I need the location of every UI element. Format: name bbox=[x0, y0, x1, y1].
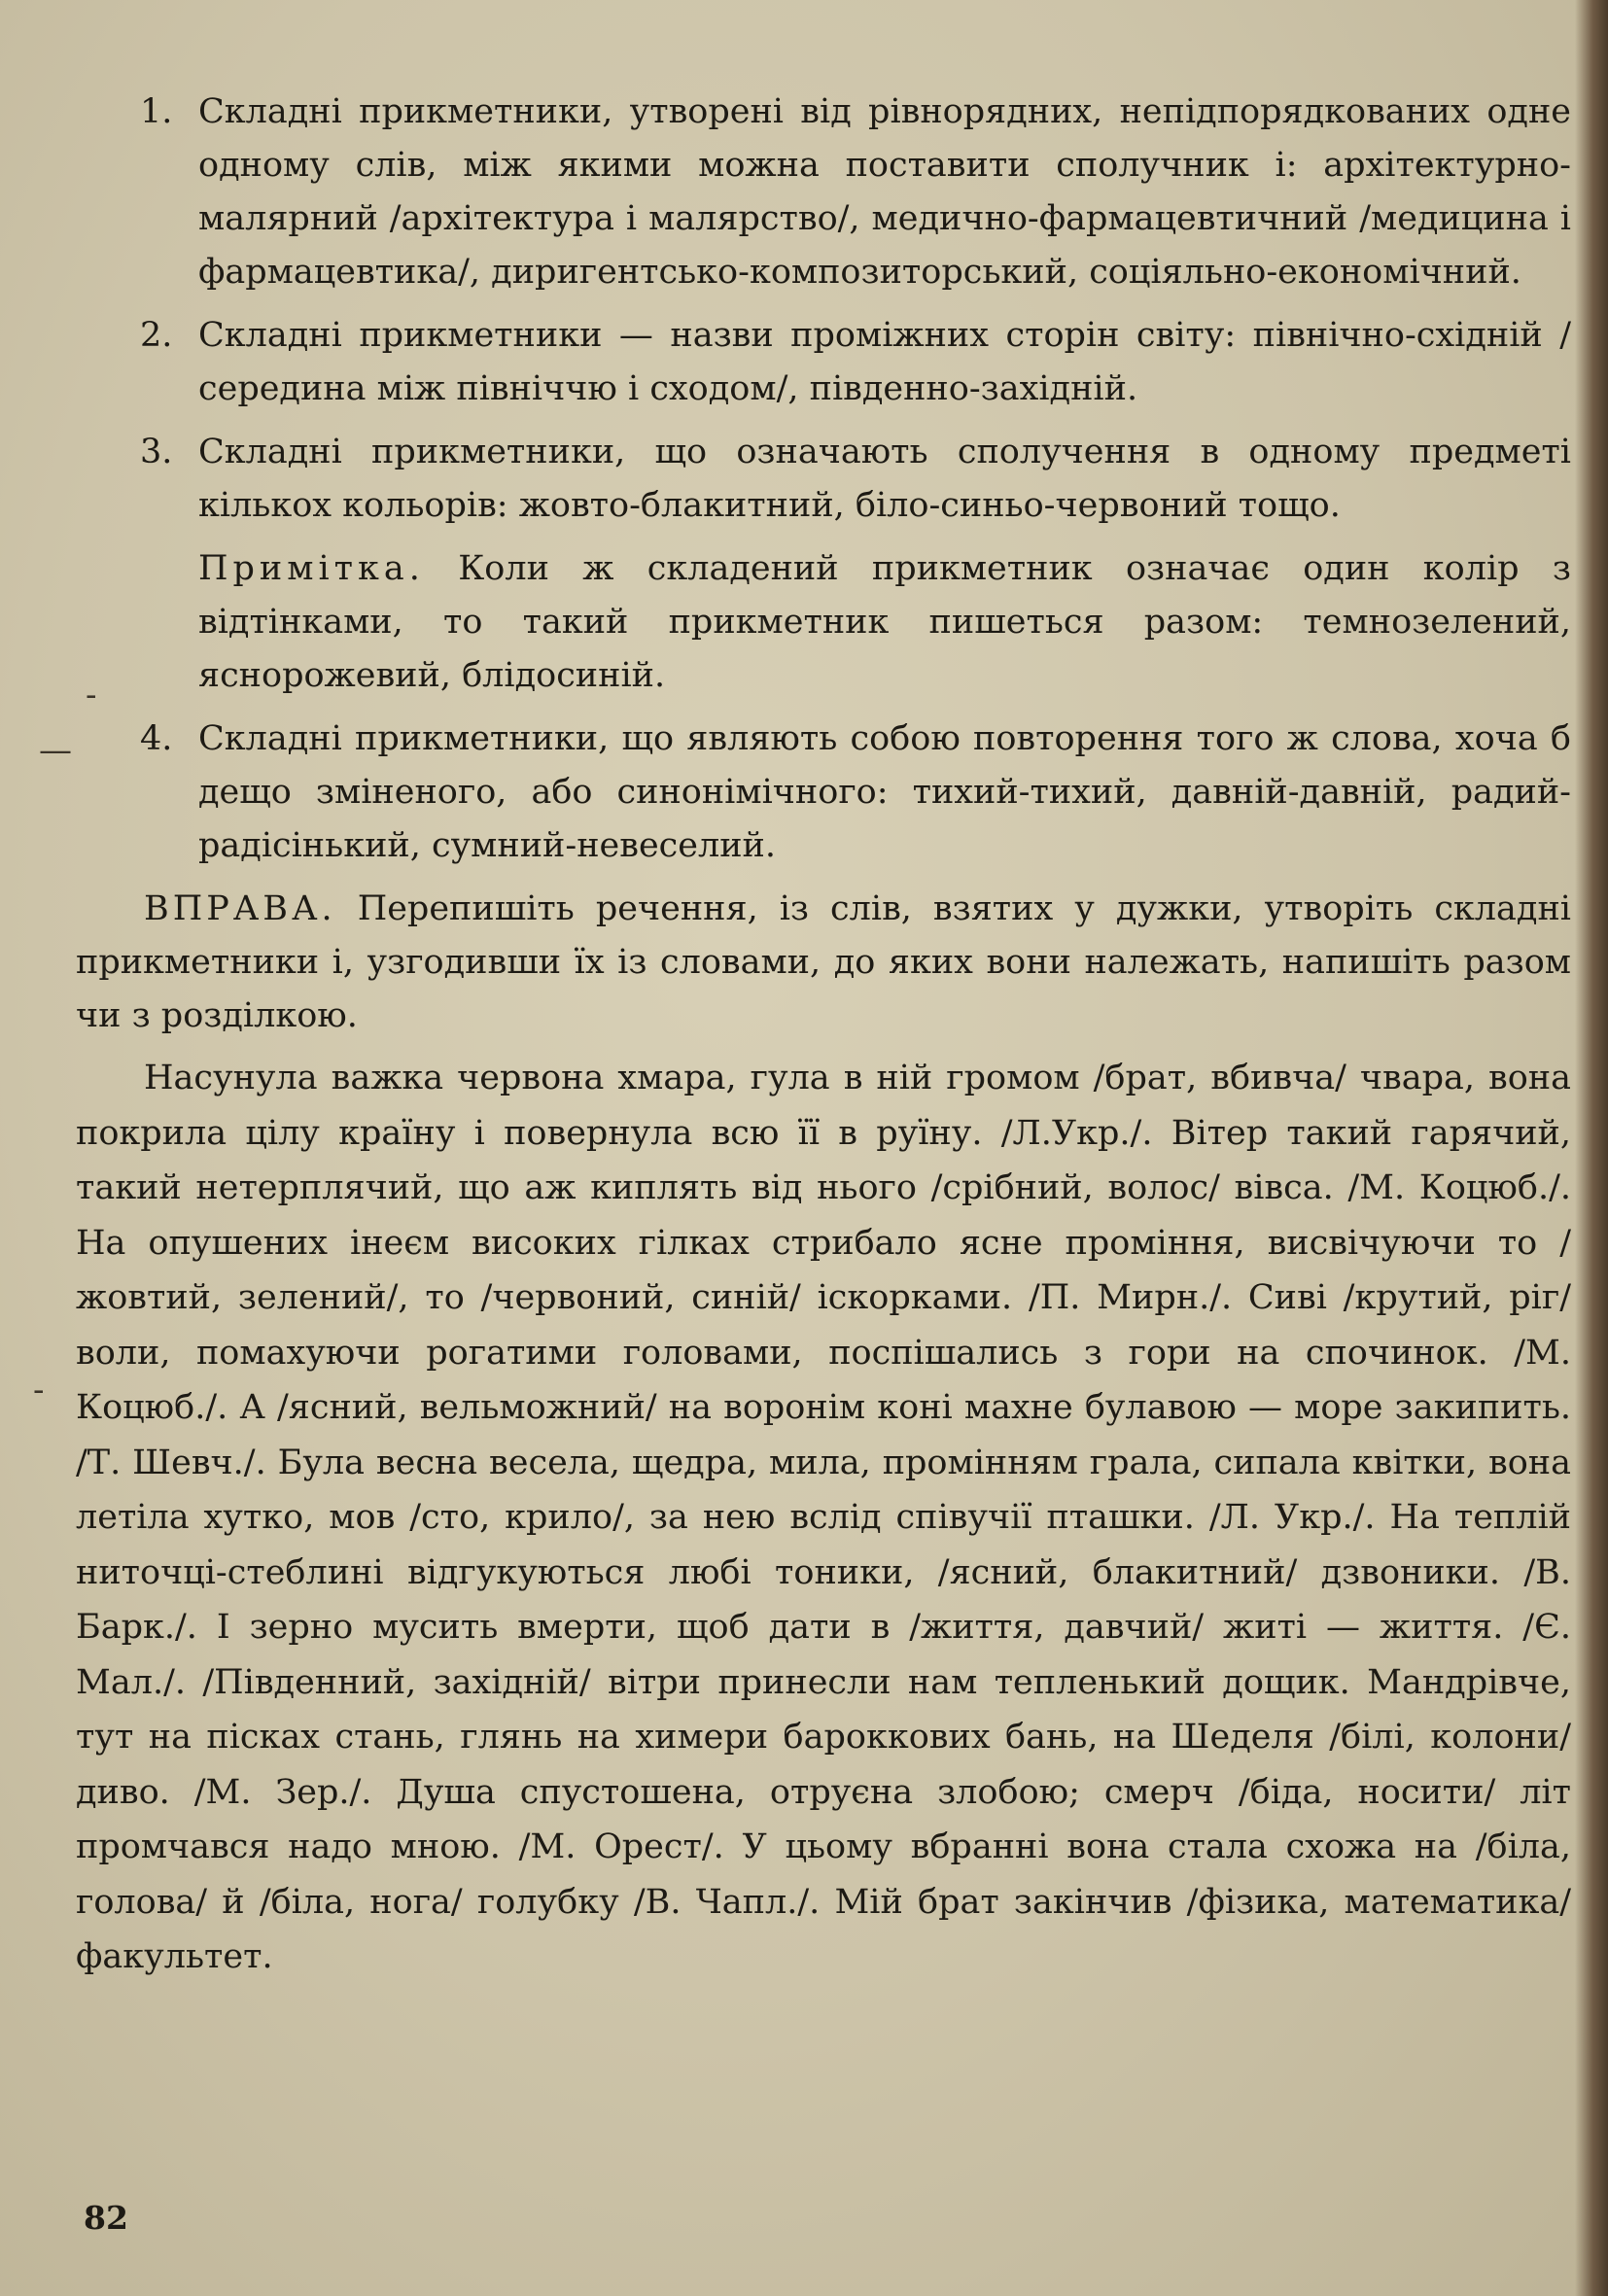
exercise-instruction: Перепишіть речення, із слів, взятих у дужки, утворіть складні прикметники і, узгодивши їх із словами, до яких вони належать, напишіть разом чи з розділкою. bbox=[76, 889, 1571, 1035]
note-label: Примітка. bbox=[198, 549, 425, 588]
rule-text: Складні прикметники, утворені від рівнорядних, непідпорядкованих одне одному слів, між якими можна поставити сполучник і: архітектурно-малярний /архітектура і малярство/, медично-фармацевтичний /медицина і фармацевтика/, диригентсько-композиторський, соціяльно-економічний. bbox=[198, 92, 1571, 292]
page-content bbox=[76, 86, 1571, 1985]
margin-mark: - bbox=[86, 676, 97, 714]
rule-number: 1. bbox=[140, 92, 173, 131]
note-paragraph bbox=[76, 542, 1571, 703]
margin-mark: - bbox=[33, 1371, 45, 1409]
exercise-heading bbox=[76, 883, 1571, 1043]
rule-text: Складні прикметники, що означають сполучення в одному предметі кількох кольорів: жовто-блакитний, біло-синьо-червоний тощо. bbox=[198, 433, 1571, 525]
rule-number: 4. bbox=[140, 719, 173, 758]
note-text: Коли ж складений прикметник означає один колір з відтінками, то такий прикметник пишеться разом: темнозелений, яснорожевий, блідосиній. bbox=[198, 549, 1571, 695]
exercise-body: Насунула важка червона хмара, гула в ній громом /брат, вбивча/ чвара, вона покрила цілу країну і повернула всю її в руїну. /Л.Укр./. Вітер такий гарячий, такий нетерплячий, що аж киплять від нього /срібний, волос/ вівса. /М. Коцюб./. На опушених інеєм високих гілках стрибало ясне проміння, висвічуючи то /жовтий, зелений/, то /червоний, синій/ іскорками. /П. Мирн./. Сиві /крутий, ріг/ воли, помахуючи рогатими головами, поспішались з гори на спочинок. /М. Коцюб./. А /ясний, вельможний/ на воронім коні махне булавою — море закипить. /Т. Шевч./. Була весна весела, щедра, мила, промінням грала, сипала квітки, вона летіла хутко, мов /сто, крило/, за нею вслід співучії пташки. /Л. Укр./. На теплій ниточці-стеблині відгукуються любі тоники, /ясний, блакитний/ дзвоники. /В. Барк./. І зерно мусить вмерти, щоб дати в /життя, давчий/ житі — життя. /Є. Мал./. /Південний, західній/ вітри принесли нам тепленький дощик. Мандрівче, тут на пісках стань, глянь на химери барокковиx бань, на Шеделя /білі, колони/ диво. /М. Зер./. Душа спустошена, отруєна злобою; смерч /біда, носити/ літ промчався надо мною. /М. Орест/. У цьому вбранні вона стала схожа на /біла, голова/ й /біла, нога/ голубку /В. Чапл./. Мій брат закінчив /фізика, математика/ факультет. bbox=[76, 1059, 1571, 1976]
rule-item-4 bbox=[76, 713, 1571, 873]
rule-item-1 bbox=[76, 86, 1571, 299]
page-number: 82 bbox=[84, 2199, 128, 2237]
rule-item-3 bbox=[76, 426, 1571, 533]
rule-number: 3. bbox=[140, 433, 173, 471]
page-spine-shadow bbox=[1575, 0, 1608, 2296]
rule-number: 2. bbox=[140, 316, 173, 355]
margin-mark: — bbox=[39, 731, 72, 770]
rule-text: Складні прикметники — назви проміжних сторін світу: північно-східній /середина між північчю і сходом/, південно-західній. bbox=[198, 316, 1571, 408]
exercise-title: ВПРАВА. bbox=[144, 889, 336, 928]
rule-item-2 bbox=[76, 309, 1571, 416]
rule-text: Складні прикметники, що являють собою повторення того ж слова, хоча б дещо зміненого, або синонімічного: тихий-тихий, давній-давній, радий-радісінький, сумний-невеселий. bbox=[198, 719, 1571, 865]
